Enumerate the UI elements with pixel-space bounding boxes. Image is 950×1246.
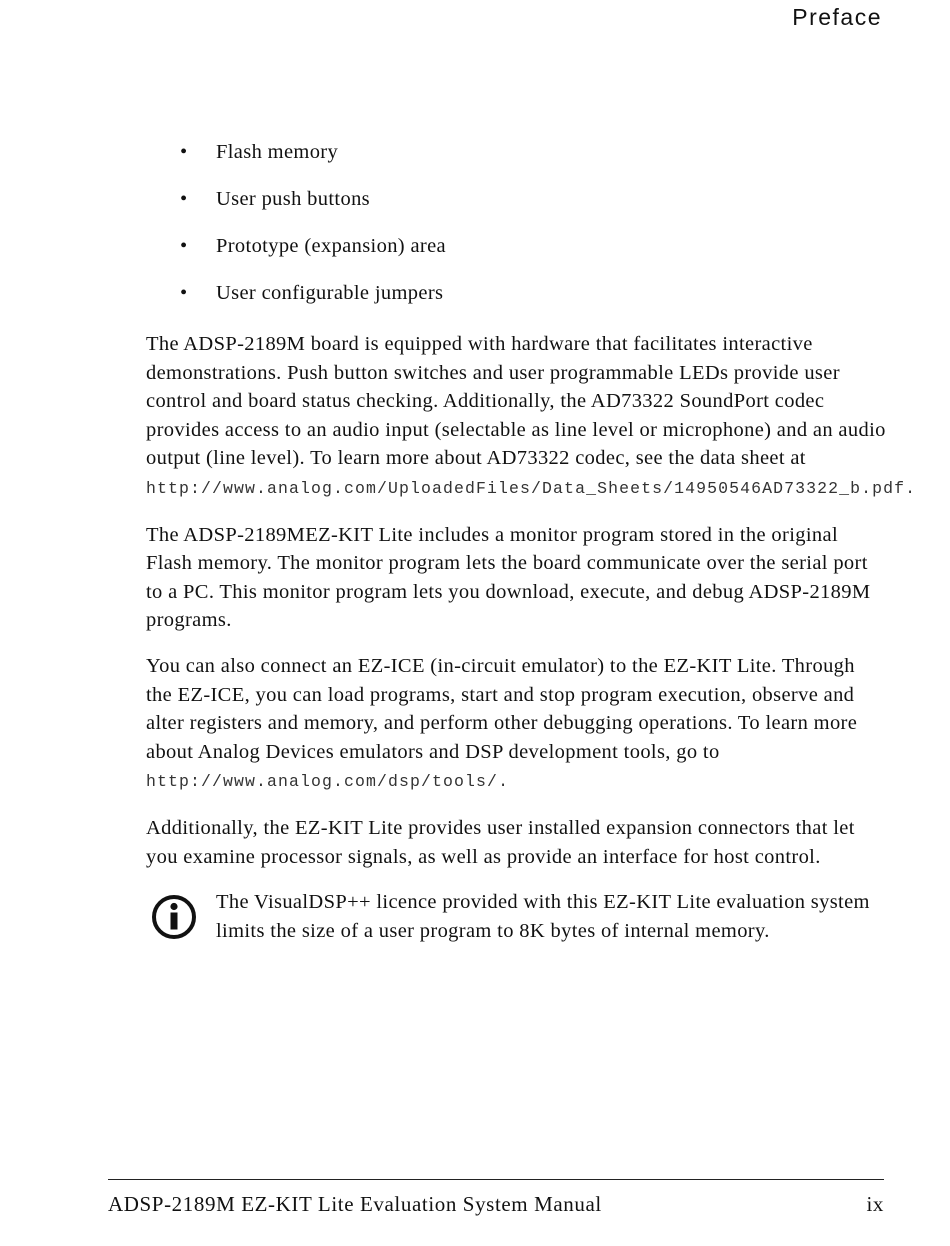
paragraph-board-hardware (146, 330, 917, 504)
page-number: ix (866, 1192, 884, 1216)
list-item (146, 183, 886, 230)
paragraph-ez-ice (146, 652, 886, 797)
paragraph-monitor-program: The ADSP-2189MEZ-KIT Lite includes a monitor program stored in the original Flash memory. The monitor program lets the board communicate over the serial port to a PC. This monitor program lets you download, execute, and debug ADSP-2189M programs. (146, 523, 871, 632)
list-item (146, 277, 886, 324)
section-header: Preface (792, 4, 882, 30)
link-period: . (905, 478, 917, 498)
list-item-text: Prototype (expansion) area (216, 235, 446, 257)
bullet-glyph: • (180, 188, 188, 210)
list-item-text: User push buttons (216, 188, 371, 210)
list-item-text: Flash memory (216, 141, 339, 163)
bullet-glyph: • (180, 282, 188, 304)
list-item-text: User configurable jumpers (216, 282, 444, 304)
list-item (146, 136, 886, 183)
datasheet-link[interactable]: http://www.analog.com/UploadedFiles/Data_Sheets/14950546AD73322_b.pdf (146, 478, 906, 498)
link-period: . (498, 772, 510, 792)
manual-title: ADSP-2189M EZ-KIT Lite Evaluation System Manual (108, 1192, 602, 1216)
bullet-glyph: • (180, 235, 188, 257)
info-icon (151, 894, 197, 940)
paragraph-expansion: Additionally, the EZ-KIT Lite provides user installed expansion connectors that let you examine processor signals, as well as provide an interface for host control. (146, 816, 855, 868)
license-note (146, 888, 886, 945)
note-text: The VisualDSP++ licence provided with this EZ-KIT Lite evaluation system limits the size of a user program to 8K bytes of internal memory. (216, 891, 870, 942)
paragraph-text: You can also connect an EZ-ICE (in-circuit emulator) to the EZ-KIT Lite. Through the EZ-ICE, you can load programs, start and stop program execution, observe and alter registers and memory, and perform other debugging operations. To learn more about Analog Devices emulators and DSP development tools, go to (146, 654, 858, 763)
tools-link[interactable]: http://www.analog.com/dsp/tools/ (146, 772, 499, 792)
page-content (146, 136, 917, 945)
feature-list (146, 136, 886, 324)
bullet-glyph: • (180, 141, 188, 163)
footer-divider (108, 1179, 884, 1180)
paragraph-text: The ADSP-2189M board is equipped with hardware that facilitates interactive demonstrations. Push button switches and user programmable LEDs provide user control and board status checking. Additionally, the AD73322 SoundPort codec provides access to an audio input (selectable as line level or microphone) and an audio output (line level). To learn more about AD73322 codec, see the data sheet at (146, 333, 886, 470)
list-item (146, 230, 886, 277)
